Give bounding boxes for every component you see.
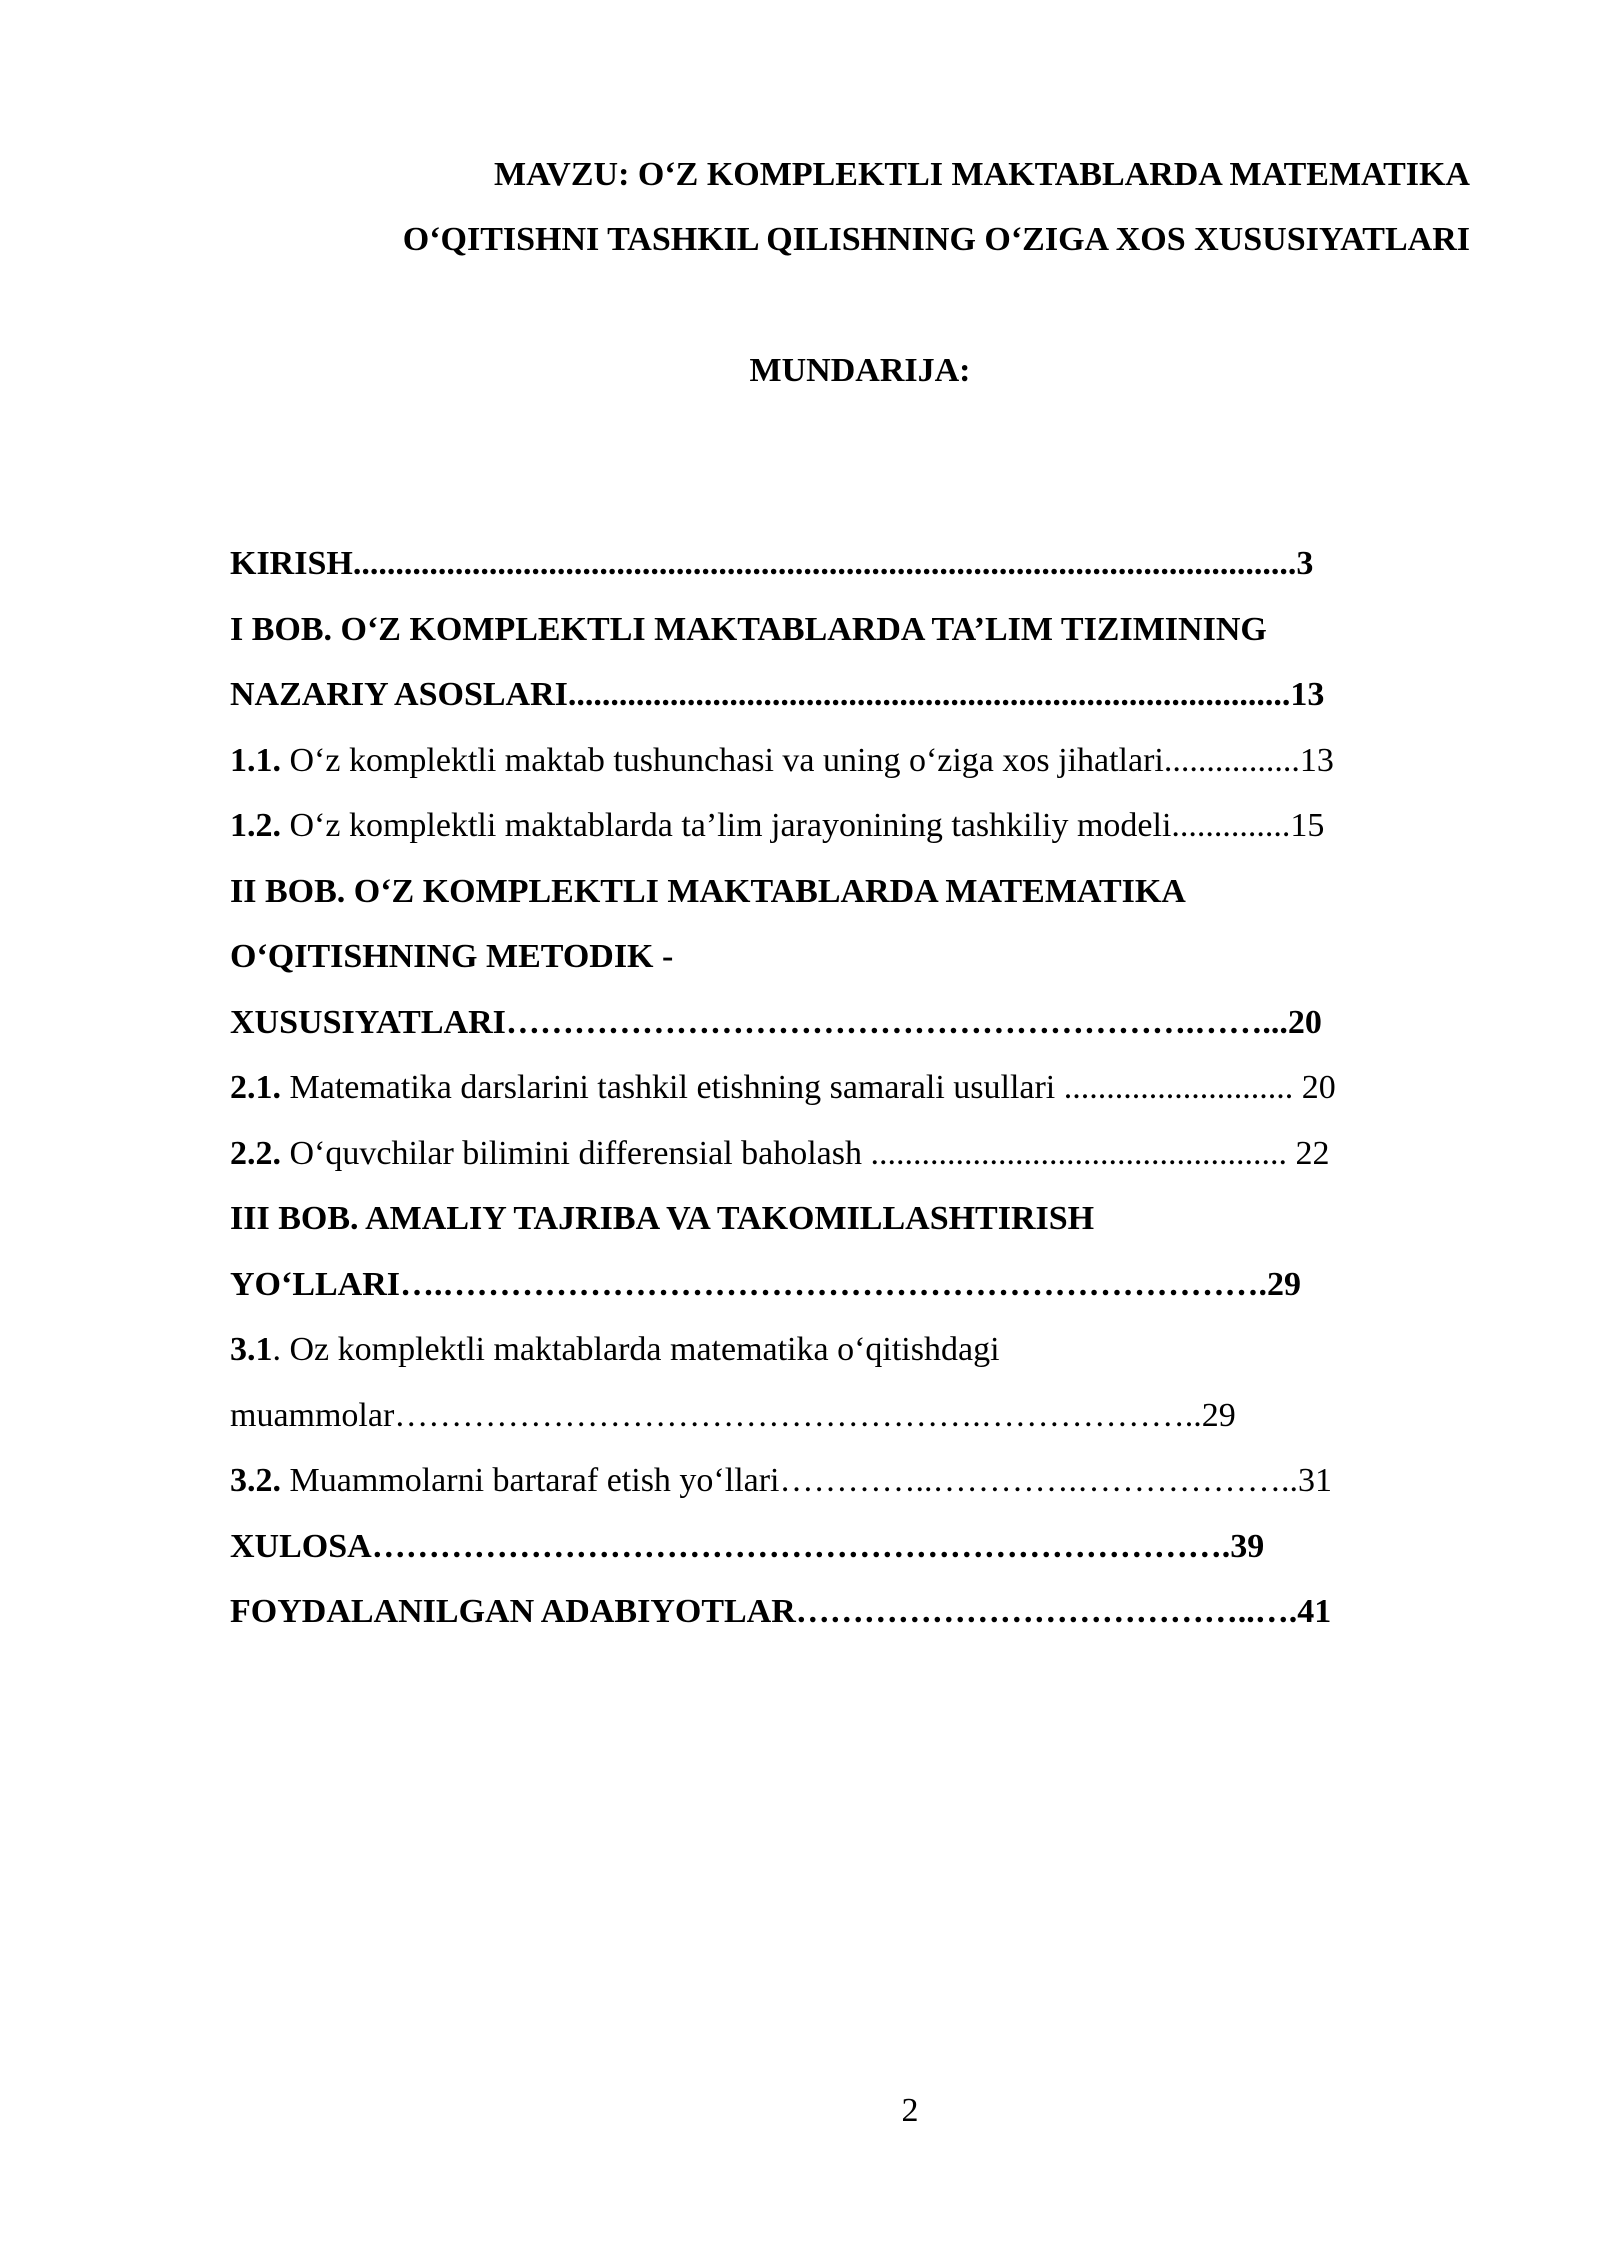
toc-entry-text: O‘QITISHNING METODIK - — [230, 938, 674, 975]
toc-entry-number: 3.1 — [230, 1331, 273, 1368]
toc-entry-1-1 — [230, 741, 1460, 807]
toc-entry-kirish — [230, 544, 1460, 610]
toc-entry-chapter-2-cont — [230, 937, 1460, 1003]
table-of-contents — [230, 544, 1460, 1658]
contents-heading: MUNDARIJA: — [749, 352, 971, 389]
toc-entry-text: FOYDALANILGAN ADABIYOTLAR…………………………………..….41 — [230, 1593, 1332, 1630]
toc-entry-3-1-cont — [230, 1396, 1460, 1462]
toc-entry-chapter-3-cont — [230, 1265, 1460, 1331]
toc-entry-number: 3.2. — [230, 1462, 281, 1499]
page-number: 2 — [901, 2092, 919, 2129]
toc-entry-text: O‘z komplektli maktablarda ta’lim jarayonining tashkiliy modeli..............15 — [281, 807, 1325, 844]
toc-entry-text: XUSUSIYATLARI…………………………………………………….……...20 — [230, 1003, 1322, 1041]
document-title-line-1: MAVZU: O‘Z KOMPLEKTLI MAKTABLARDA MATEMATIKA — [494, 156, 1470, 193]
toc-entry-2-1 — [230, 1068, 1460, 1134]
toc-entry-number: 2.1. — [230, 1069, 281, 1106]
toc-entry-3-1 — [230, 1330, 1460, 1396]
toc-entry-text: muammolar…………………………………………….………………..29 — [230, 1396, 1236, 1434]
toc-entry-xulosa — [230, 1527, 1460, 1593]
document-title-line-2: O‘QITISHNI TASHKIL QILISHNING O‘ZIGA XOS XUSUSIYATLARI — [402, 221, 1470, 258]
toc-entry-text: II BOB. O‘Z KOMPLEKTLI MAKTABLARDA MATEMATIKA — [230, 872, 1186, 910]
toc-entry-text: I BOB. O‘Z KOMPLEKTLI MAKTABLARDA TA’LIM TIZIMINING — [230, 610, 1267, 648]
toc-entry-chapter-2-cont-2 — [230, 1003, 1460, 1069]
toc-entry-text: . Oz komplektli maktablarda matematika o‘qitishdagi — [272, 1331, 1000, 1368]
toc-entry-number: 1.2. — [230, 807, 281, 844]
toc-entry-references — [230, 1592, 1460, 1658]
toc-entry-number: 2.2. — [230, 1134, 281, 1172]
toc-entry-2-2 — [230, 1134, 1460, 1200]
toc-entry-number: 1.1. — [230, 741, 281, 779]
toc-entry-text: III BOB. AMALIY TAJRIBA VA TAKOMILLASHTIRISH — [230, 1200, 1095, 1237]
toc-entry-chapter-2 — [230, 872, 1460, 938]
toc-entry-text: KIRISH...............................................................................................................3 — [230, 545, 1314, 582]
toc-entry-1-2 — [230, 806, 1460, 872]
toc-entry-text: XULOSA………………………………………………………………….39 — [230, 1527, 1265, 1565]
toc-entry-3-2 — [230, 1461, 1460, 1527]
toc-entry-chapter-1 — [230, 610, 1460, 676]
toc-entry-text: O‘quvchilar bilimini differensial baholash ................................................. 22 — [281, 1134, 1330, 1172]
toc-entry-chapter-3 — [230, 1199, 1460, 1265]
toc-entry-text: YO‘LLARI….……………………………………………………………….29 — [230, 1265, 1302, 1303]
toc-entry-text: O‘z komplektli maktab tushunchasi va uning o‘ziga xos jihatlari................13 — [281, 741, 1334, 779]
toc-entry-text: Matematika darslarini tashkil etishning samarali usullari ........................... 20 — [281, 1069, 1336, 1106]
toc-entry-text: Muammolarni bartaraf etish yo‘llari…………..………….………………..31 — [281, 1462, 1332, 1499]
toc-entry-text: NAZARIY ASOSLARI.....................................................................................13 — [230, 676, 1325, 713]
toc-entry-chapter-1-cont — [230, 675, 1460, 741]
